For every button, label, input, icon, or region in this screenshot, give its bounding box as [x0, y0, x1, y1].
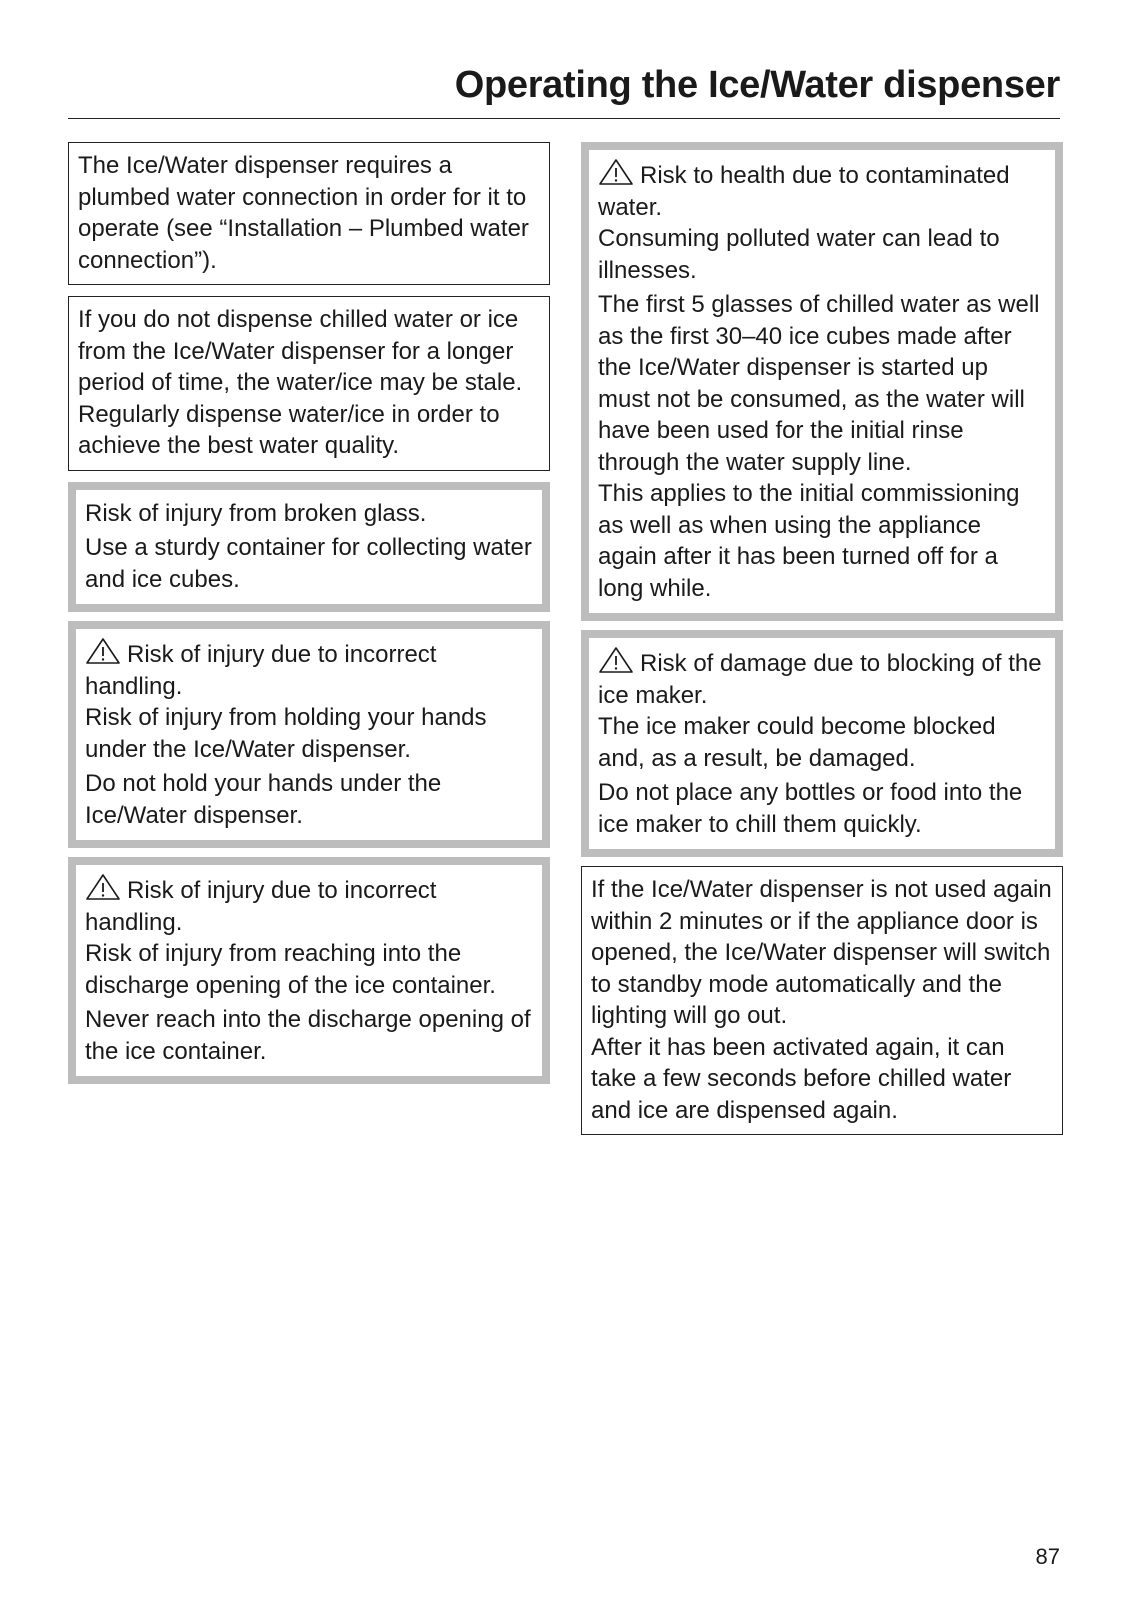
- left-column: [68, 142, 550, 1093]
- warning-heading: Risk of injury from broken glass.: [85, 499, 427, 527]
- page-title: Operating the Ice/Water dispenser: [454, 64, 1060, 106]
- warning-heading-row: [598, 646, 1046, 711]
- warning-heading: Risk of injury due to incorrect handling.: [85, 641, 437, 700]
- warning-incorrect-handling-discharge: [68, 857, 550, 1084]
- warning-heading-row: [598, 158, 1046, 223]
- warning-triangle-icon: [598, 158, 634, 186]
- warning-triangle-icon: [85, 873, 121, 901]
- note-stale-water: [68, 296, 550, 471]
- note-text: If the Ice/Water dispenser is not used again within 2 minutes or if the appliance door is opened, the Ice/Water dispenser will switch to standby mode automatically and the lighting will go out.: [591, 876, 1052, 1029]
- note-text: The Ice/Water dispenser requires a plumbed water connection in order for it to operate (see “Installation – Plumbed water connection”).: [78, 152, 529, 274]
- warning-contaminated-water: [581, 142, 1063, 621]
- warning-heading: Risk to health due to contaminated water.: [598, 162, 1010, 221]
- warning-heading-row: [85, 637, 533, 702]
- warning-text: Risk of injury from reaching into the discharge opening of the ice container.: [85, 940, 496, 999]
- title-divider: [68, 118, 1060, 119]
- warning-triangle-icon: [598, 646, 634, 674]
- warning-text: This applies to the initial commissioning as well as when using the appliance again after it has been turned off for a long while.: [598, 480, 1020, 602]
- note-plumbed-connection: [68, 142, 550, 285]
- warning-text: Never reach into the discharge opening of the ice container.: [85, 1006, 531, 1065]
- warning-heading: Risk of damage due to blocking of the ice maker.: [598, 650, 1042, 709]
- warning-text: Risk of injury from holding your hands under the Ice/Water dispenser.: [85, 704, 487, 763]
- warning-text: Use a sturdy container for collecting water and ice cubes.: [85, 534, 532, 593]
- warning-incorrect-handling-hands: [68, 621, 550, 848]
- warning-broken-glass: [68, 482, 550, 613]
- warning-heading-row: [85, 873, 533, 938]
- warning-ice-maker-blocking: [581, 630, 1063, 857]
- warning-triangle-icon: [85, 637, 121, 665]
- warning-text: Do not hold your hands under the Ice/Water dispenser.: [85, 770, 442, 829]
- warning-text: Do not place any bottles or food into the ice maker to chill them quickly.: [598, 779, 1023, 838]
- warning-text: The ice maker could become blocked and, as a result, be damaged.: [598, 713, 996, 772]
- note-text: If you do not dispense chilled water or ice from the Ice/Water dispenser for a longer period of time, the water/ice may be stale. Regularly dispense water/ice in order to achieve the best water quality.: [78, 306, 523, 459]
- note-standby-mode: [581, 866, 1063, 1135]
- warning-text: The first 5 glasses of chilled water as well as the first 30–40 ice cubes made after the Ice/Water dispenser is started up must not be consumed, as the water will have been used for the initial rinse through the water supply line.: [598, 291, 1040, 476]
- warning-text: Consuming polluted water can lead to illnesses.: [598, 225, 1000, 284]
- page-number: 87: [1035, 1544, 1060, 1569]
- warning-heading: Risk of injury due to incorrect handling.: [85, 877, 437, 936]
- right-column: [581, 142, 1063, 1146]
- note-text: After it has been activated again, it can take a few seconds before chilled water and ice are dispensed again.: [591, 1033, 1012, 1124]
